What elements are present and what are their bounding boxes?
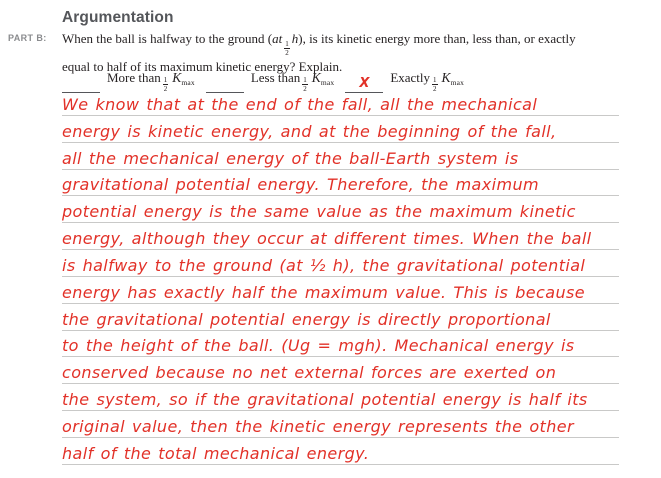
answer-line: half of the total mechanical energy.: [62, 438, 619, 465]
answer-line: is halfway to the ground (at ½ h), the gravitational potential: [62, 250, 619, 277]
k-max-symbol: K: [441, 70, 451, 85]
option-label-text: Exactly: [390, 70, 431, 85]
option-label-text: More than: [107, 70, 161, 85]
answer-line: all the mechanical energy of the ball-Earth system is: [62, 143, 619, 170]
answer-line: We know that at the end of the fall, all the mechanical: [62, 89, 619, 116]
k-max-subscript: max: [320, 78, 335, 87]
option-label-text: Less than: [250, 70, 301, 85]
answer-line: energy has exactly half the maximum value. This is because: [62, 277, 619, 304]
question-h-variable: h: [291, 31, 299, 46]
question-part2: ), is its kinetic energy more than, less than, or exactly: [298, 31, 576, 46]
k-max-symbol: K: [172, 70, 182, 85]
answer-line: potential energy is the same value as the maximum kinetic: [62, 196, 619, 223]
fraction-numerator: 1: [285, 40, 289, 48]
answer-line: gravitational potential energy. Therefore, the maximum: [62, 170, 619, 197]
answer-line: the gravitational potential energy is directly proportional: [62, 304, 619, 331]
k-max-symbol: K: [311, 70, 321, 85]
question-line-1: [62, 29, 654, 57]
question-line-2: equal to half of its maximum kinetic energy? Explain.: [62, 58, 343, 74]
one-half-fraction: [284, 41, 290, 57]
answer-line: original value, then the kinetic energy represents the other: [62, 411, 619, 438]
fraction-numerator: 1: [303, 76, 307, 84]
answer-line: energy is kinetic energy, and at the beginning of the fall,: [62, 116, 619, 143]
fraction-denominator: 2: [163, 84, 168, 93]
question-text: [62, 29, 654, 76]
fraction-numerator: 1: [433, 76, 437, 84]
answer-line: to the height of the ball. (Ug = mgh). Mechanical energy is: [62, 331, 619, 358]
fraction-numerator: 1: [163, 76, 168, 84]
x-mark: X: [359, 75, 370, 91]
question-at-variable: at: [272, 31, 283, 46]
answer-line: energy, although they occur at different times. When the ball: [62, 223, 619, 250]
part-label: PART B:: [8, 33, 47, 43]
question-part1: When the ball is halfway to the ground (: [62, 31, 273, 46]
k-max-subscript: max: [450, 78, 465, 87]
handwritten-answer-area: [62, 89, 619, 465]
answer-line: the system, so if the gravitational potential energy is half its: [62, 384, 619, 411]
fraction-denominator: 2: [433, 84, 437, 93]
fraction-denominator: 2: [285, 48, 289, 57]
answer-line: conserved because no net external forces are exerted on: [62, 357, 619, 384]
k-max-subscript: max: [181, 78, 195, 87]
fraction-denominator: 2: [303, 84, 307, 93]
section-title: Argumentation: [62, 9, 174, 26]
